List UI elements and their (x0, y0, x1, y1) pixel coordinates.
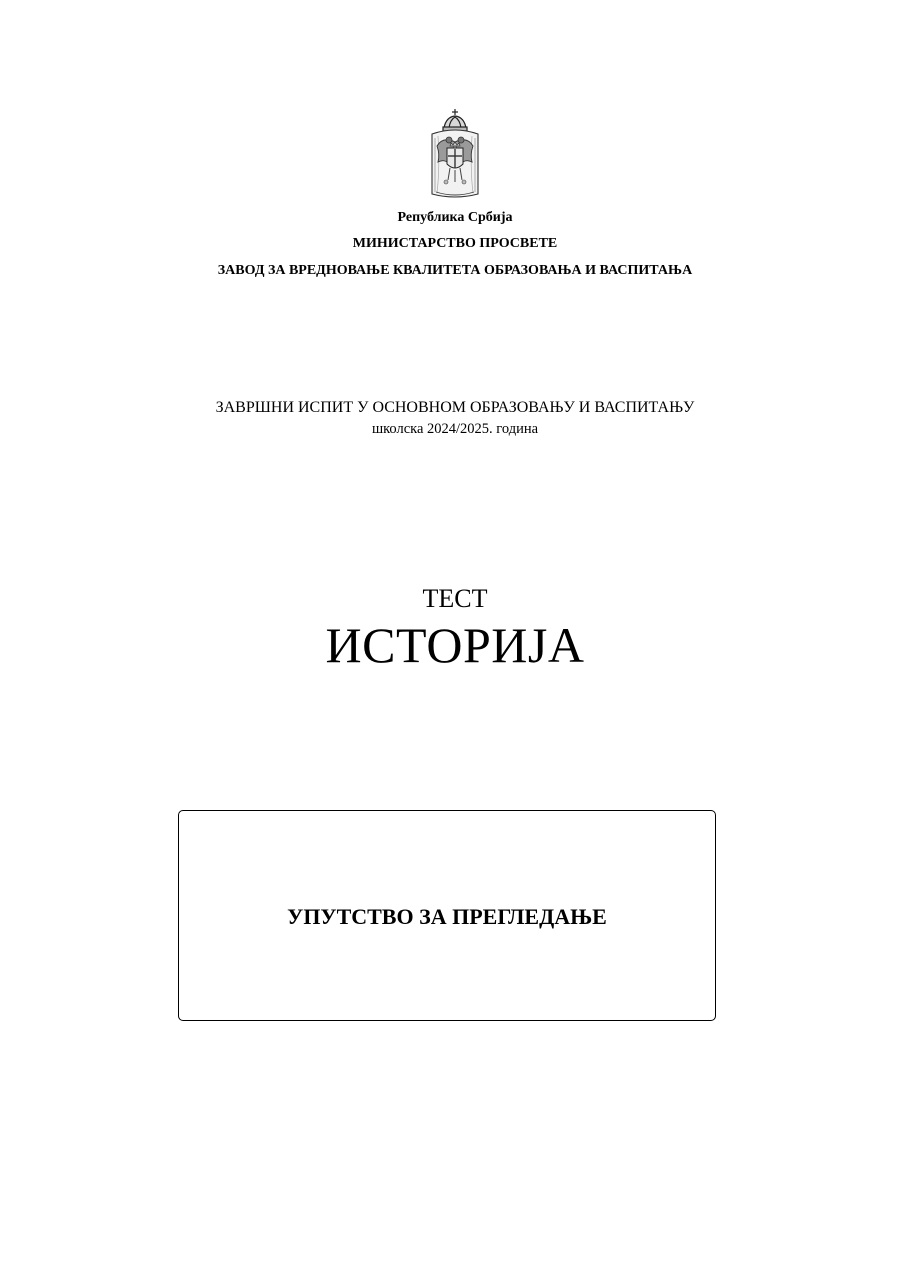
test-subject: ИСТОРИЈА (325, 617, 585, 673)
test-label: ТЕСТ (422, 584, 488, 613)
ministry-name: МИНИСТАРСТВО ПРОСВЕТЕ (352, 236, 558, 251)
institute-name: ЗАВОД ЗА ВРЕДНОВАЊЕ КВАЛИТЕТА ОБРАЗОВАЊА И ВАСПИТАЊА (217, 263, 693, 278)
instructions-title: УПУТСТВО ЗА ПРЕГЛЕДАЊЕ (287, 904, 607, 929)
instructions-box (178, 810, 716, 1021)
country-name: Република Србија (397, 210, 513, 225)
coat-of-arms-icon (426, 108, 484, 200)
exam-title: ЗАВРШНИ ИСПИТ У ОСНОВНОМ ОБРАЗОВАЊУ И ВАСПИТАЊУ (215, 399, 695, 416)
school-year: школска 2024/2025. година (371, 421, 539, 437)
